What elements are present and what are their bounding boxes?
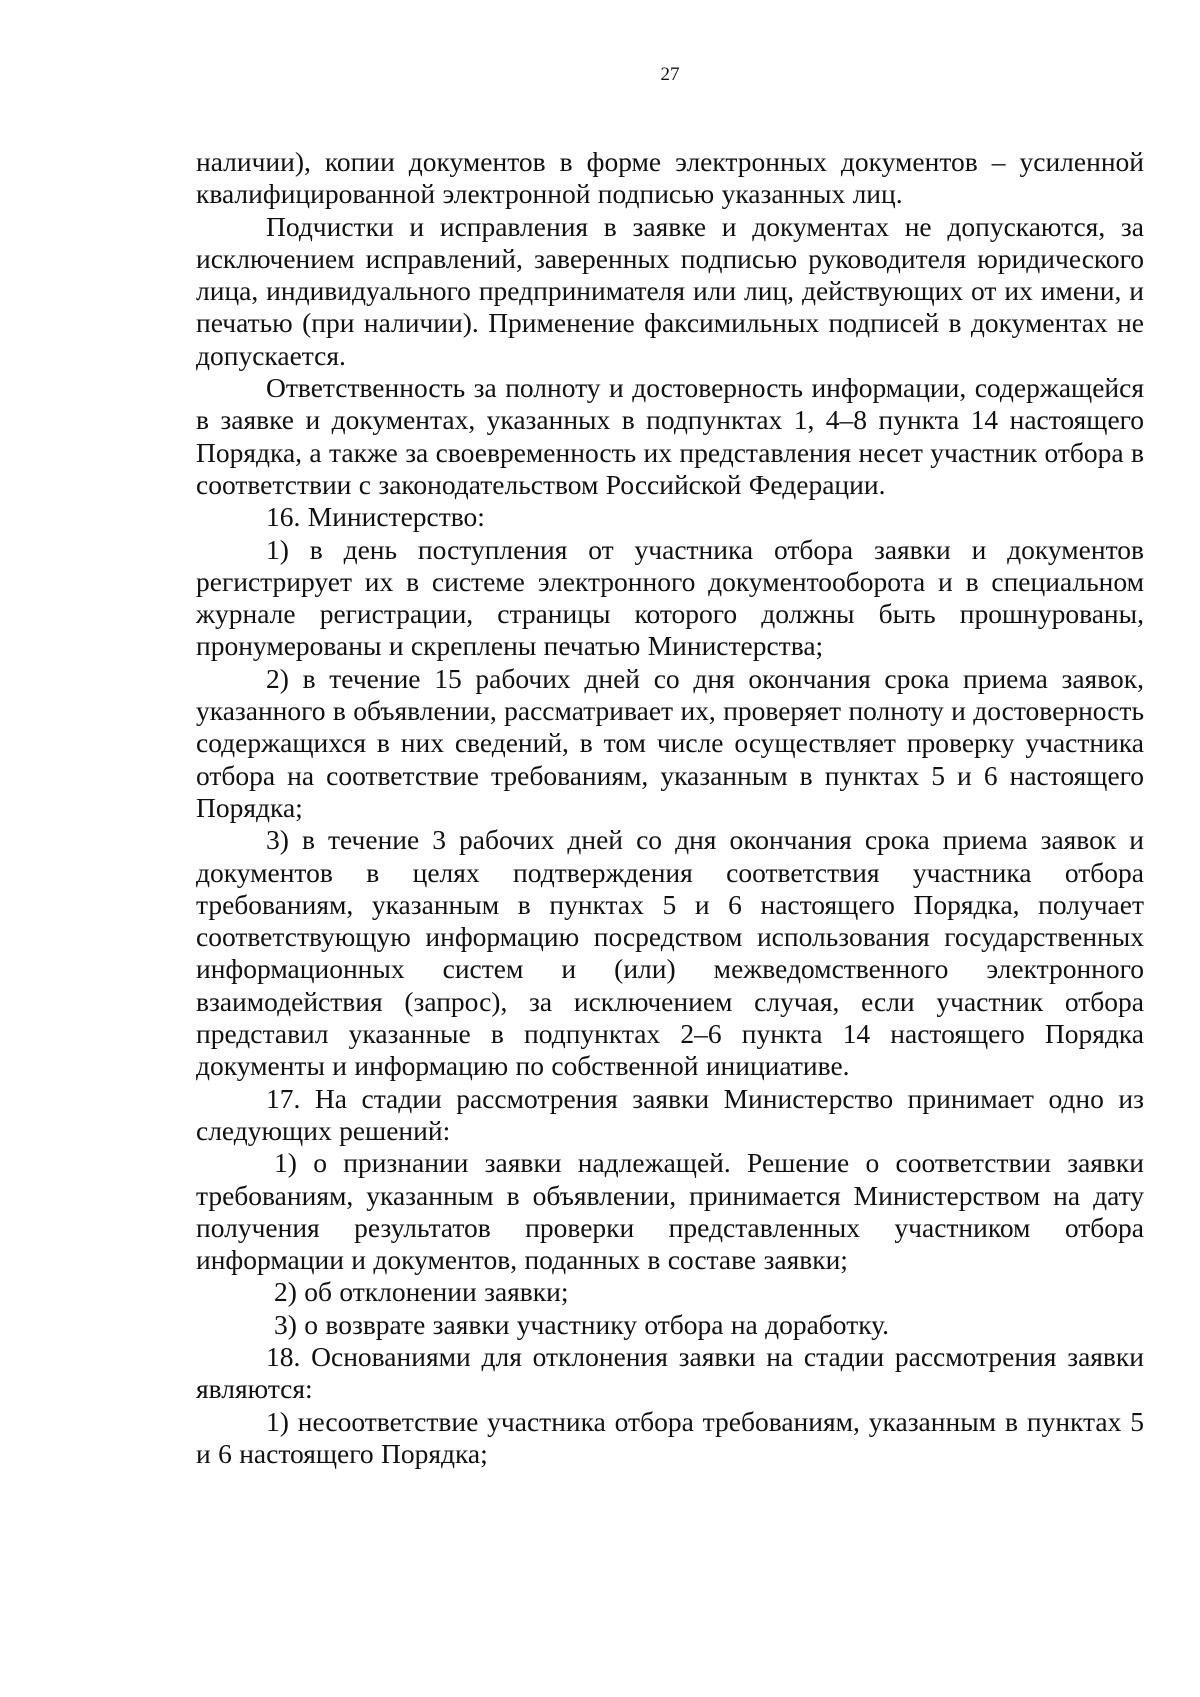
paragraph-16-heading: 16. Министерство: [266, 501, 485, 533]
paragraph-18-item-1: 1) несоответствие участника отбора требованиям, указанным в пунктах 5 и 6 настоящего Порядка; [196, 1405, 1144, 1469]
paragraph-17-item-1: 1) о признании заявки надлежащей. Решение о соответствии заявки требованиям, указанным в объявлении, принимается Министерством на дату получения результатов проверки представленных участником отбора информации и документов, поданных в составе заявки; [196, 1147, 1144, 1276]
paragraph-16-item-1: 1) в день поступления от участника отбора заявки и документов регистрирует их в системе электронного документооборота и в специальном журнале регистрации, страницы которого должны быть прошнурованы, пронумерованы и скреплены печатью Министерства; [196, 533, 1144, 662]
paragraph-responsibility: Ответственность за полноту и достоверность информации, содержащейся в заявке и документах, указанных в подпунктах 1, 4–8 пункта 14 настоящего Порядка, а также за своевременность их представления несет участник отбора в соответствии с законодательством Российской Федерации. [196, 372, 1144, 500]
paragraph-corrections: Подчистки и исправления в заявке и документах не допускаются, за исключением исправлений, заверенных подписью руководителя юридического лица, индивидуального предпринимателя или лиц, действующих от их имени, и печатью (при наличии). Применение факсимильных подписей в документах не допускается. [196, 210, 1144, 371]
paragraph-16-item-3: 3) в течение 3 рабочих дней со дня окончания срока приема заявок и документов в целях подтверждения соответствия участника отбора требованиям, указанным в пунктах 5 и 6 настоящего Порядка, получает соответствующую информацию посредством использования государственных информационных систем и (или) межведомственного электронного взаимодействия (запрос), за исключением случая, если участник отбора представил указанные в подпунктах 2–6 пункта 14 настоящего Порядка документы и информацию по собственной инициативе. [196, 824, 1144, 1082]
paragraph-continuation: наличии), копии документов в форме электронных документов – усиленной квалифицированной электронной подписью указанных лиц. [196, 146, 1144, 210]
paragraph-18-heading: 18. Основаниями для отклонения заявки на стадии рассмотрения заявки являются: [196, 1340, 1144, 1405]
paragraph-17-item-2: 2) об отклонении заявки; [274, 1276, 569, 1308]
document-body [196, 146, 1144, 1470]
paragraph-16-item-2: 2) в течение 15 рабочих дней со дня окончания срока приема заявок, указанного в объявлении, рассматривает их, проверяет полноту и достоверность содержащихся в них сведений, в том числе осуществляет проверку участника отбора на соответствие требованиям, указанным в пунктах 5 и 6 настоящего Порядка; [196, 662, 1144, 823]
page-number: 27 [660, 64, 680, 85]
paragraph-17-heading: 17. На стадии рассмотрения заявки Министерство принимает одно из следующих решений: [196, 1082, 1144, 1146]
paragraph-17-item-3: 3) о возврате заявки участнику отбора на доработку. [274, 1308, 890, 1340]
